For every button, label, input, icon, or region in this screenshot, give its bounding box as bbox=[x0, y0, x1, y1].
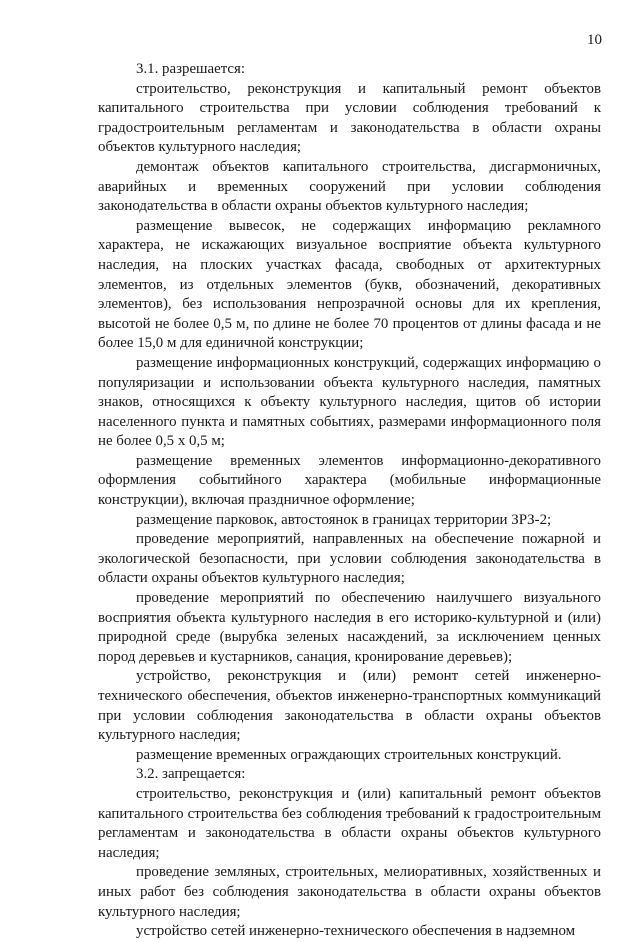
page-number: 10 bbox=[587, 32, 602, 48]
section-3-1-heading: 3.1. разрешается: bbox=[136, 61, 246, 77]
list-item: устройство сетей инженерно-технического обеспечения в надземном bbox=[136, 923, 576, 940]
list-item: строительство, реконструкция и капитальный ремонт объектов капитального строительства при условии соблюдения требований к градостроительным регламентам и законодательства в области охраны объектов культурного наследия; bbox=[98, 80, 601, 156]
list-item: размещение временных ограждающих строительных конструкций. bbox=[136, 746, 562, 763]
list-item: размещение информационных конструкций, содержащих информацию о популяризации и использовании объекта культурного наследия, памятных знаков, относящихся к объекту культурного наследия, щитов об истории населенного пункта и памятных событиях, размерами информационного поля не более 0,5 х 0,5 м; bbox=[98, 354, 601, 450]
list-item: устройство, реконструкция и (или) ремонт сетей инженерно-технического обеспечения, объектов инженерно-транспортных коммуникаций при условии соблюдения законодательства в области охраны объектов культурного наследия; bbox=[98, 668, 601, 744]
list-item: размещение вывесок, не содержащих информацию рекламного характера, не искажающих визуальное восприятие объекта культурного наследия, на плоских участках фасада, свободных от архитектурных элементов, из отдельных элементов (букв, обозначений, декоративных элементов), без использования непрозрачной основы для их крепления, высотой не более 0,5 м, по длине не более 70 процентов от длины фасада и не более 15,0 м для единичной конструкции; bbox=[98, 217, 601, 352]
list-item: проведение мероприятий, направленных на обеспечение пожарной и экологической безопасности, при условии соблюдения законодательства в области охраны объектов культурного наследия; bbox=[98, 531, 601, 587]
list-item: проведение земляных, строительных, мелиоративных, хозяйственных и иных работ без соблюдения законодательства в области охраны объектов культурного наследия; bbox=[98, 864, 601, 920]
list-item: строительство, реконструкция и (или) капитальный ремонт объектов капитального строительства без соблюдения требований к градостроительным регламентам и законодательства в области охраны объектов культурного наследия; bbox=[98, 785, 601, 861]
section-3-2-heading: 3.2. запрещается: bbox=[136, 766, 246, 783]
list-item: размещение временных элементов информационно-декоративного оформления событийного характера (мобильные информационные конструкции), включая праздничное оформление; bbox=[98, 452, 601, 509]
list-item: демонтаж объектов капитального строительства, дисгармоничных, аварийных и временных сооружений при условии соблюдения законодательства в области охраны объектов культурного наследия; bbox=[98, 158, 601, 215]
document-body bbox=[98, 60, 601, 942]
list-item: размещение парковок, автостоянок в границах территории ЗРЗ-2; bbox=[136, 511, 552, 528]
list-item: проведение мероприятий по обеспечению наилучшего визуального восприятия объекта культурного наследия в его историко-культурной и (или) природной среде (вырубка зеленых насаждений, за исключением ценных пород деревьев и кустарников, санация, кронирование деревьев); bbox=[98, 590, 601, 665]
